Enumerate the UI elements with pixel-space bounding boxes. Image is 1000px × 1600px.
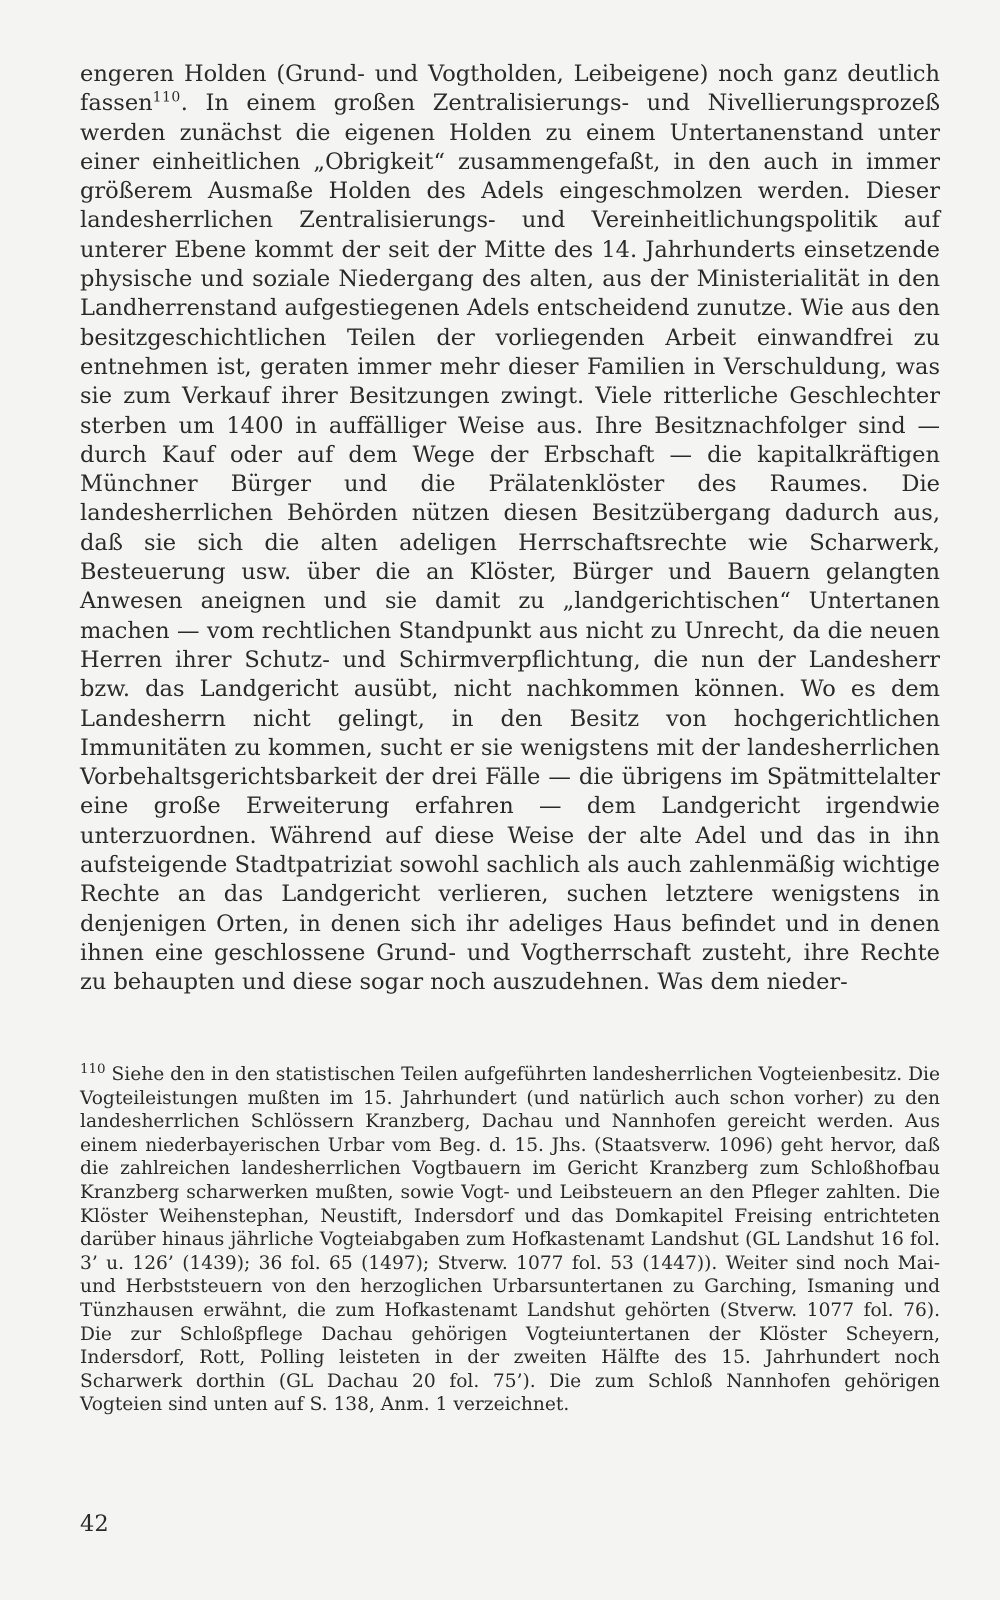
body-text-part-1: engeren Holden (Grund- und Vogtholden, Leibeigene) noch ganz deutlich fassen [80,61,940,117]
page-number: 42 [80,1511,109,1537]
book-page [80,60,940,1560]
body-paragraph [80,60,940,998]
footnote-number: 110 [80,1061,106,1077]
footnote-section [80,1063,940,1417]
footnote-paragraph [80,1063,940,1417]
footnote-reference: 110 [152,89,181,106]
body-text-part-2: . In einem großen Zentralisierungs- und Nivellierungsprozeß werden zunächst die eigenen Holden zu einem Untertanenstand unter einer einheitlichen „Obrigkeit“ zusammengefaßt, in den auch in immer größerem Ausmaße Holden des Adels eingeschmolzen werden. Dieser landesherrlichen Zentralisierungs- und Vereinheitlichungspolitik auf unterer Ebene kommt der seit der Mitte des 14. Jahrhunderts einsetzende physische und soziale Niedergang des alten, aus der Ministerialität in den Landherrenstand aufgestiegenen Adels entscheidend zunutze. Wie aus den besitzgeschichtlichen Teilen der vorliegenden Arbeit einwandfrei zu entnehmen ist, geraten immer mehr dieser Familien in Verschuldung, was sie zum Verkauf ihrer Besitzungen zwingt. Viele ritterliche Geschlechter sterben um 1400 in auffälliger Weise aus. Ihre Besitznachfolger sind — durch Kauf oder auf dem Wege der Erbschaft — die kapitalkräftigen Münchner Bürger und die Prälatenklöster des Raumes. Die landesherrlichen Behörden nützen diesen Besitzübergang dadurch aus, daß sie sich die alten adeligen Herrschaftsrechte wie Scharwerk, Besteuerung usw. über die an Klöster, Bürger und Bauern gelangten Anwesen aneignen und sie damit zu „landgerichtischen“ Untertanen machen — vom rechtlichen Standpunkt aus nicht zu Unrecht, da die neuen Herren ihrer Schutz- und Schirmverpflichtung, die nun der Landesherr bzw. das Landgericht ausübt, nicht nachkommen können. Wo es dem Landesherrn nicht gelingt, in den Besitz von hochgerichtlichen Immunitäten zu kommen, sucht er sie wenigstens mit der landesherrlichen Vorbehaltsgerichtsbarkeit der drei Fälle — die übrigens im Spätmittelalter eine große Erweiterung erfahren — dem Landgericht irgendwie unterzuordnen. Während auf diese Weise der alte Adel und das in ihn aufsteigende Stadtpatriziat sowohl sachlich als auch zahlenmäßig wichtige Rechte an das Landgericht verlieren, suchen letztere wenigstens in denjenigen Orten, in denen sich ihr adeliges Haus befindet und in denen ihnen eine geschlossene Grund- und Vogtherrschaft zusteht, ihre Rechte zu behaupten und diese sogar noch auszudehnen. Was dem nieder- [80,90,940,996]
footnote-text: Siehe den in den statistischen Teilen aufgeführten landesherrlichen Vogteienbesitz. Die Vogteileistungen mußten im 15. Jahrhundert (und natürlich auch schon vorher) zu den landesherrlichen Schlössern Kranzberg, Dachau und Nannhofen gereicht werden. Aus einem niederbayerischen Urbar vom Beg. d. 15. Jhs. (Staatsverw. 1096) geht hervor, daß die zahlreichen landesherrlichen Vogtbauern im Gericht Kranzberg zum Schloßhofbau Kranzberg scharwerken mußten, sowie Vogt- und Leibsteuern an den Pfleger zahlten. Die Klöster Weihenstephan, Neustift, Indersdorf und das Domkapitel Freising entrichteten darüber hinaus jährliche Vogteiabgaben zum Hofkastenamt Landshut (GL Landshut 16 fol. 3’ u. 126’ (1439); 36 fol. 65 (1497); Stverw. 1077 fol. 53 (1447)). Weiter sind noch Mai- und Herbststeuern von den herzoglichen Urbarsuntertanen zu Garching, Ismaning und Tünzhausen erwähnt, die zum Hofkastenamt Landshut gehörten (Stverw. 1077 fol. 76). Die zur Schloßpflege Dachau gehörigen Vogteiuntertanen der Klöster Scheyern, Indersdorf, Rott, Polling leisteten in der zweiten Hälfte des 15. Jahrhundert noch Scharwerk dorthin (GL Dachau 20 fol. 75’). Die zum Schloß Nannhofen gehörigen Vogteien sind unten auf S. 138, Anm. 1 verzeichnet. [80,1064,940,1416]
